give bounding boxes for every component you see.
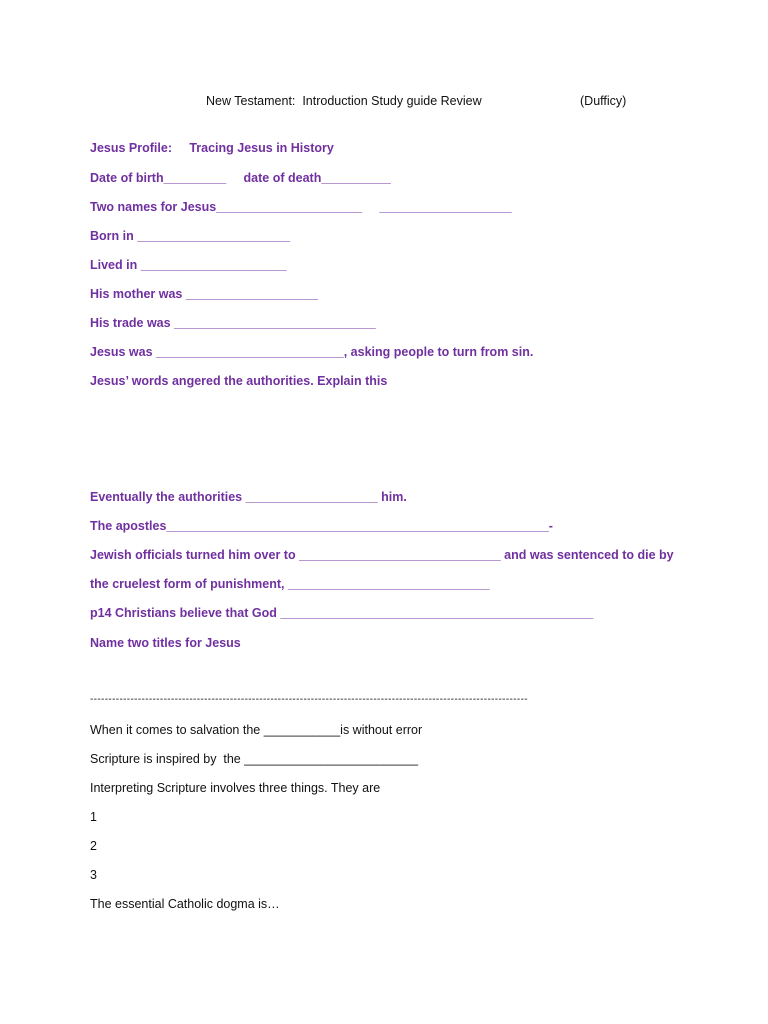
- author-name: (Dufficy): [580, 94, 627, 108]
- question-eventually: Eventually the authorities ___________________ him.: [90, 490, 407, 504]
- question-born-in: Born in ______________________: [90, 229, 291, 243]
- profile-heading: Jesus Profile: Tracing Jesus in History: [90, 141, 334, 155]
- list-number-1: 1: [90, 810, 97, 824]
- page-title: New Testament: Introduction Study guide Review: [206, 94, 482, 108]
- question-lived-in: Lived in _____________________: [90, 258, 287, 272]
- question-interpreting: Interpreting Scripture involves three things. They are: [90, 781, 381, 795]
- question-authorities-angered: Jesus’ words angered the authorities. Explain this: [90, 374, 388, 388]
- list-number-2: 2: [90, 839, 97, 853]
- question-two-names: Two names for Jesus_____________________ ___________________: [90, 200, 512, 214]
- question-salvation: When it comes to salvation the ___________is without error: [90, 723, 423, 737]
- question-jesus-was: Jesus was ___________________________, asking people to turn from sin.: [90, 345, 534, 359]
- question-trade: His trade was _____________________________: [90, 316, 376, 330]
- list-number-3: 3: [90, 868, 97, 882]
- question-apostles: The apostles_______________________________________________________-: [90, 519, 553, 533]
- question-two-titles: Name two titles for Jesus: [90, 636, 241, 650]
- question-catholic-dogma: The essential Catholic dogma is…: [90, 897, 280, 911]
- question-birth-death: Date of birth_________ date of death__________: [90, 171, 391, 185]
- question-punishment: the cruelest form of punishment, _____________________________: [90, 577, 490, 591]
- question-inspired: Scripture is inspired by the _________________________: [90, 752, 419, 766]
- section-divider: -----------------------------------------------------------------------------------------------------------------------: [90, 694, 528, 705]
- question-jewish-officials: Jewish officials turned him over to _____________________________ and was sentenced to die by: [90, 548, 674, 562]
- question-christians-believe: p14 Christians believe that God _____________________________________________: [90, 606, 594, 620]
- question-mother: His mother was ___________________: [90, 287, 318, 301]
